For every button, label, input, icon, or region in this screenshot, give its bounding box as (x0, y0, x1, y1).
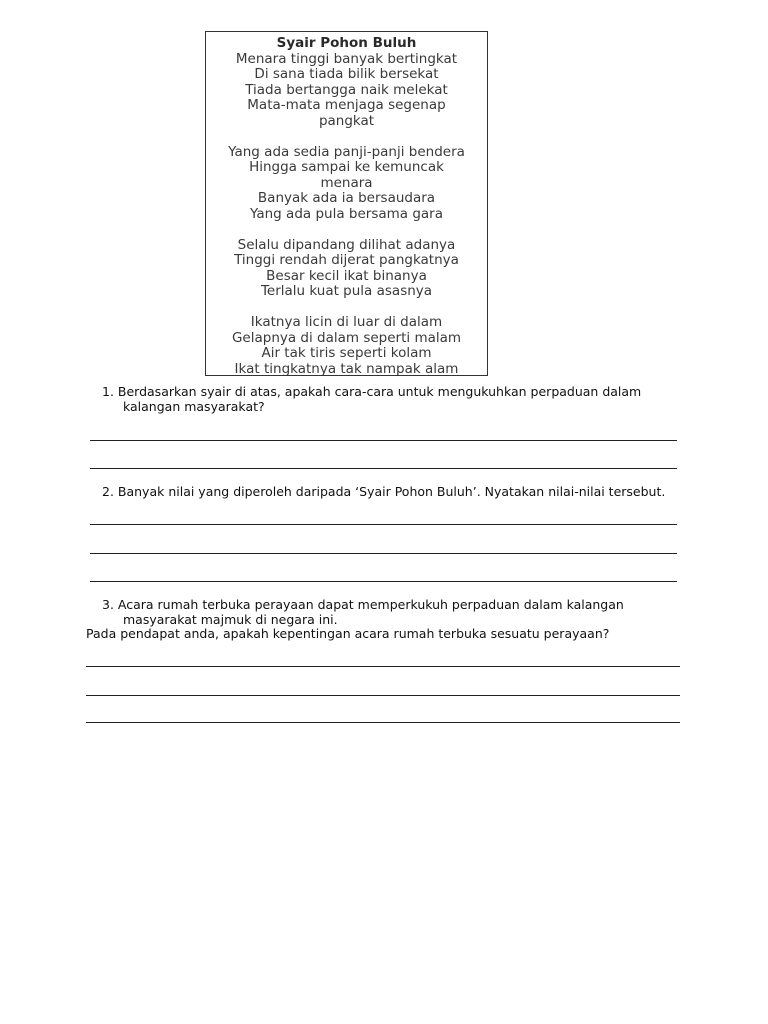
poem-line: Air tak tiris seperti kolam (261, 345, 432, 362)
poem-line: Tiada bertangga naik melekat (245, 81, 448, 98)
poem-title: Syair Pohon Buluh (276, 35, 417, 51)
poem-stanza-3 (206, 238, 487, 300)
answer-line-q2-3[interactable] (90, 581, 677, 582)
question-3-text-continued: masyarakat majmuk di negara ini. (123, 612, 338, 627)
question-3-text: 3. Acara rumah terbuka perayaan dapat memperkukuh perpaduan dalam kalangan (102, 597, 624, 612)
question-1 (102, 384, 702, 414)
poem-line: Mata-mata menjaga segenap (247, 97, 446, 114)
poem-stanza-1 (206, 52, 487, 130)
poem-line: Selalu dipandang dilihat adanya (237, 236, 456, 253)
answer-line-q2-2[interactable] (90, 553, 677, 554)
poem-line: Menara tinggi banyak bertingkat (235, 50, 458, 67)
question-3-prompt: Pada pendapat anda, apakah kepentingan acara rumah terbuka sesuatu perayaan? (86, 626, 610, 641)
poem-line: Ikatnya licin di luar di dalam (250, 313, 443, 330)
answer-line-q3-1[interactable] (86, 666, 680, 667)
answer-line-q1-1[interactable] (90, 440, 677, 441)
poem-line: Terlalu kuat pula asasnya (260, 283, 433, 300)
poem-line: Besar kecil ikat binanya (266, 267, 427, 284)
poem-stanza-4 (206, 315, 487, 376)
question-2-text: 2. Banyak nilai yang diperoleh daripada ‘Syair Pohon Buluh’. Nyatakan nilai-nilai tersebut. (102, 484, 666, 499)
poem-line: Yang ada sedia panji-panji bendera (228, 143, 465, 160)
answer-line-q1-2[interactable] (90, 468, 677, 469)
answer-line-q2-1[interactable] (90, 524, 677, 525)
poem-line: Yang ada pula bersama gara (249, 205, 444, 222)
poem-stanza-2 (206, 145, 487, 223)
poem-line: menara (320, 174, 373, 191)
poem-line: Di sana tiada bilik bersekat (254, 66, 439, 83)
poem-line: pangkat (318, 112, 375, 129)
poem-line: Banyak ada ia bersaudara (257, 190, 436, 207)
poem-line: Ikat tingkatnya tak nampak alam (234, 360, 459, 376)
question-2 (102, 484, 722, 499)
poem-line: Gelapnya di dalam seperti malam (231, 329, 462, 346)
question-1-text-continued: kalangan masyarakat? (123, 399, 265, 414)
answer-line-q3-3[interactable] (86, 722, 680, 723)
poem-line: Tinggi rendah dijerat pangkatnya (234, 252, 459, 269)
question-1-text: 1. Berdasarkan syair di atas, apakah cara-cara untuk mengukuhkan perpaduan dalam (102, 384, 642, 399)
question-3 (102, 597, 702, 627)
answer-line-q3-2[interactable] (86, 695, 680, 696)
poem-box (205, 31, 488, 376)
poem-line: Hingga sampai ke kemuncak (249, 159, 444, 176)
